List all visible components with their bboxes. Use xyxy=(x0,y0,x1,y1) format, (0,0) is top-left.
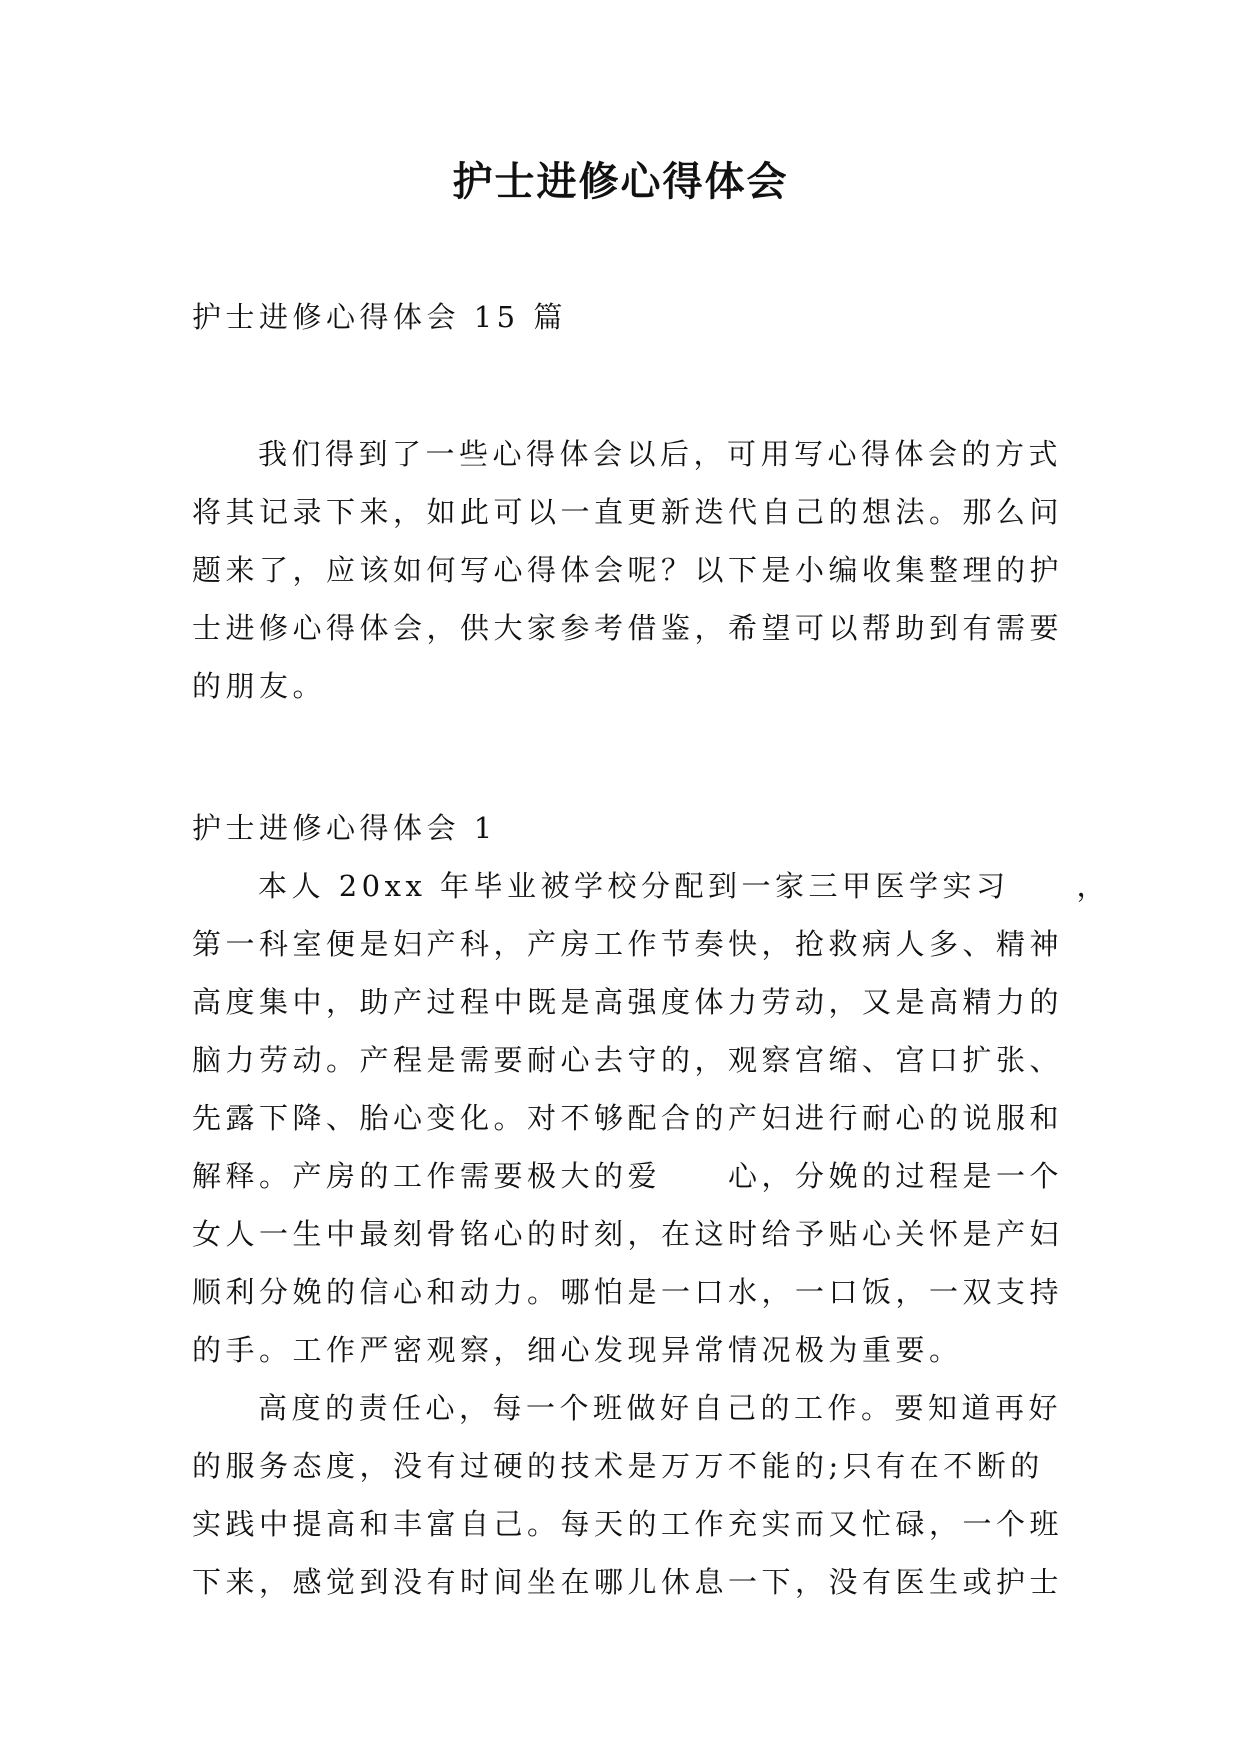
paragraph-line: 的手。工作严密观察，细心发现异常情况极为重要。 xyxy=(192,1333,963,1367)
paragraph-line: 顺利分娩的信心和动力。哪怕是一口水，一口饭，一双支持 xyxy=(192,1275,1064,1309)
document-subtitle: 护士进修心得体会 15 篇 xyxy=(192,300,567,334)
paragraph-line: 女人一生中最刻骨铭心的时刻，在这时给予贴心关怀是产妇 xyxy=(192,1217,1064,1251)
intro-line: 士进修心得体会，供大家参考借鉴，希望可以帮助到有需要 xyxy=(192,611,1064,645)
paragraph-line: 高度集中，助产过程中既是高强度体力劳动，又是高精力的 xyxy=(192,985,1064,1019)
section-paragraph-2 xyxy=(192,1379,1064,1611)
section-paragraph-1 xyxy=(192,857,1111,1379)
intro-line: 题来了，应该如何写心得体会呢？以下是小编收集整理的护 xyxy=(192,553,1064,587)
paragraph-line: 解释。产房的工作需要极大的爱 心，分娩的过程是一个 xyxy=(192,1159,1064,1193)
paragraph-line: 下来，感觉到没有时间坐在哪儿休息一下，没有医生或护士 xyxy=(192,1565,1064,1599)
paragraph-line: 第一科室便是妇产科，产房工作节奏快，抢救病人多、精神 xyxy=(192,927,1064,961)
intro-line: 的朋友。 xyxy=(192,669,327,703)
section-heading: 护士进修心得体会 1 xyxy=(192,811,497,845)
paragraph-line: 先露下降、胎心变化。对不够配合的产妇进行耐心的说服和 xyxy=(192,1101,1064,1135)
paragraph-line: 本人 20xx 年毕业被学校分配到一家三甲医学实习 ， xyxy=(258,869,1111,903)
spacer xyxy=(192,715,1060,799)
paragraph-line: 的服务态度，没有过硬的技术是万万不能的;只有在不断的 xyxy=(192,1449,1044,1483)
intro-paragraph xyxy=(192,425,1064,715)
paragraph-line: 高度的责任心，每一个班做好自己的工作。要知道再好 xyxy=(258,1391,1063,1425)
paragraph-line: 脑力劳动。产程是需要耐心去守的，观察宫缩、宫口扩张、 xyxy=(192,1043,1064,1077)
document-body xyxy=(192,288,1111,1611)
spacer xyxy=(192,346,1060,425)
intro-line: 我们得到了一些心得体会以后，可用写心得体会的方式 xyxy=(258,437,1063,471)
paragraph-line: 实践中提高和丰富自己。每天的工作充实而又忙碌，一个班 xyxy=(192,1507,1064,1541)
intro-line: 将其记录下来，如此可以一直更新迭代自己的想法。那么问 xyxy=(192,495,1064,529)
document-title: 护士进修心得体会 xyxy=(452,158,789,205)
